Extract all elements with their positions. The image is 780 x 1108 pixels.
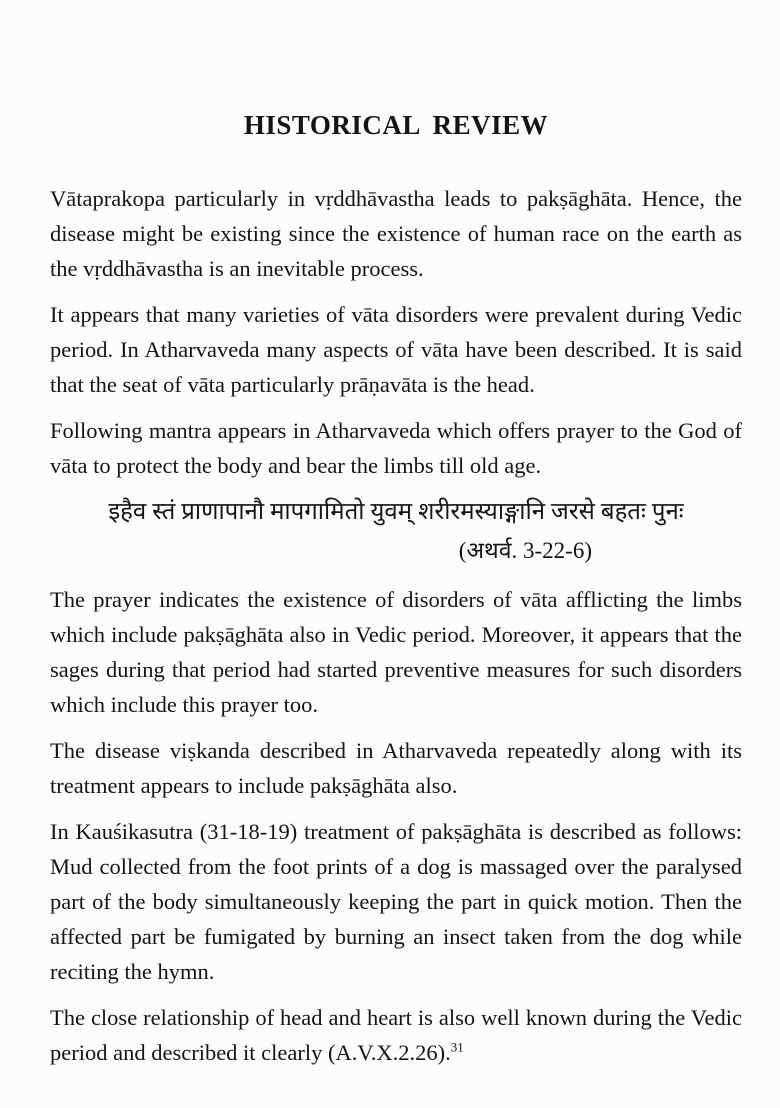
paragraph-7 (50, 1000, 742, 1070)
page-title: HISTORICAL REVIEW (243, 110, 549, 140)
paragraph-4: The prayer indicates the existence of disorders of vāta afflicting the limbs which include pakṣāghāta also in Vedic period. Moreover, it appears that the sages during that period had started preventive measures for such disorders which include this prayer too. (50, 587, 742, 717)
paragraph-1: Vātaprakopa particularly in vṛddhāvastha leads to pakṣāghāta. Hence, the disease might be existing since the existence of human race on the earth as the vṛddhāvastha is an inevitable process. (50, 186, 742, 281)
paragraph-2: It appears that many varieties of vāta disorders were prevalent during Vedic period. In Atharvaveda many aspects of vāta have been described. It is said that the seat of vāta particularly prāṇavāta is the head. (50, 302, 742, 397)
sanskrit-mantra-verse: इहैव स्तं प्राणापानौ मापगामितो युवम् शरीरमस्याङ्गानि जरसे बहतः पुनः (108, 499, 684, 525)
paragraph-6: In Kauśikasutra (31-18-19) treatment of pakṣāghāta is described as follows: Mud collected from the foot prints of a dog is massaged over the paralysed part of the body simultaneously keeping the part in quick motion. Then the affected part be fumigated by burning an insect taken from the dog while reciting the hymn. (50, 819, 742, 984)
footnote-reference-marker: 31 (450, 1039, 464, 1055)
paragraph-3: Following mantra appears in Atharvaveda which offers prayer to the God of vāta to protect the body and bear the limbs till old age. (50, 418, 742, 478)
mantra-source-reference: (अथर्व. 3-22-6) (458, 538, 592, 563)
paragraph-7-text: The close relationship of head and heart is also well known during the Vedic period and described it clearly (A.V.X.2.26). (50, 1005, 742, 1065)
paragraph-5: The disease viṣkanda described in Atharvaveda repeatedly along with its treatment appears to include pakṣāghāta also. (50, 738, 742, 798)
